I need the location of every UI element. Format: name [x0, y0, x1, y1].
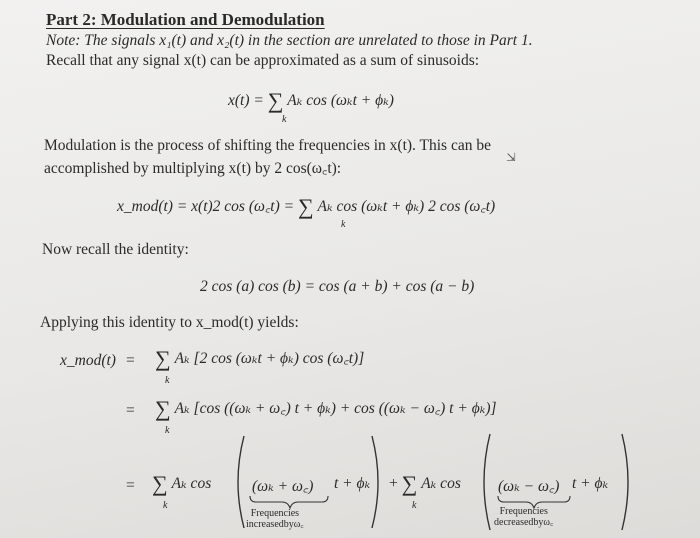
note-text: Note: The signals x₁(t) and x₂(t) in the section are unrelated to those in Part 1. — [46, 32, 533, 49]
eq3-line3-index-b: k — [412, 500, 417, 511]
equation-modulated-signal — [117, 194, 495, 220]
eq3-line-1 — [155, 346, 364, 372]
eq3-line3-a: Aₖ cos — [171, 475, 212, 492]
label-up-line1: Frequencies — [250, 508, 300, 519]
section-title: Part 2: Modulation and Demodulation — [46, 10, 325, 29]
trig-identity: 2 cos (a) cos (b) = cos (a + b) + cos (a − b) — [200, 278, 475, 295]
equation-sum-of-sinusoids — [228, 88, 394, 114]
eq3-line3-sum-b: ∑ — [401, 471, 418, 496]
eq2-sum-index: k — [341, 219, 346, 230]
label-frequencies-decreased — [494, 506, 553, 528]
eq2-lhs: x_mod(t) = x(t)2 cos (ω꜀t) = — [117, 198, 295, 215]
eq3-line3-a-rest: t + ϕₖ — [334, 475, 371, 492]
identity-intro: Now recall the identity: — [42, 241, 189, 258]
eq3-line-2 — [155, 396, 497, 422]
eq3-line3-index-a: k — [163, 500, 168, 511]
eq3-line3-plus: + — [389, 475, 398, 492]
eq3-line3-second-sum — [389, 471, 461, 497]
label-up-line2: increasedbyω꜀ — [246, 519, 304, 530]
eq1-sum-index: k — [282, 114, 287, 125]
eq3-line3-first-sum — [152, 471, 211, 497]
applying-text: Applying this identity to x_mod(t) yields: — [40, 314, 299, 331]
eq3-line2-index: k — [165, 425, 170, 436]
eq3-line3-b: Aₖ cos — [421, 475, 461, 492]
eq1-lhs: x(t) = — [228, 92, 264, 109]
eq3-line1-sum: ∑ — [155, 346, 171, 371]
eq3-line3-b-term: (ωₖ − ω꜀) — [498, 478, 560, 495]
label-frequencies-increased — [246, 508, 304, 530]
eq3-line1-body: Aₖ [2 cos (ωₖt + ϕₖ) cos (ω꜀t)] — [174, 350, 365, 367]
eq3-line2-sum: ∑ — [155, 396, 171, 421]
modulation-line-1: Modulation is the process of shifting the frequencies in x(t). This can be — [44, 137, 491, 154]
eq3-line3-sum-a: ∑ — [152, 471, 168, 496]
cursor-icon: ⇲ — [506, 150, 517, 164]
eq3-line2-body: Aₖ [cos ((ωₖ + ω꜀) t + ϕₖ) + cos ((ωₖ − ω꜀) t + ϕₖ)] — [174, 400, 497, 417]
eq2-rhs: Aₖ cos (ωₖt + ϕₖ) 2 cos (ω꜀t) — [317, 198, 496, 215]
eq3-equals-1: = — [126, 352, 135, 369]
eq3-line1-index: k — [165, 375, 170, 386]
eq3-line3-a-term: (ωₖ + ω꜀) — [252, 478, 314, 495]
label-down-line2: decreasedbyω꜀ — [494, 517, 554, 528]
eq2-sum-symbol: ∑ — [297, 194, 314, 219]
modulation-line-2: accomplished by multiplying x(t) by 2 cos(ω꜀t): — [44, 160, 342, 177]
eq1-sum-symbol: ∑ — [267, 88, 284, 113]
eq1-rhs: Aₖ cos (ωₖt + ϕₖ) — [287, 92, 394, 109]
label-down-line1: Frequencies — [499, 506, 548, 517]
recall-text: Recall that any signal x(t) can be approximated as a sum of sinusoids: — [46, 52, 480, 69]
eq3-equals-3: = — [126, 477, 135, 494]
eq3-line3-b-rest: t + ϕₖ — [572, 475, 609, 492]
eq3-lhs: x_mod(t) — [60, 352, 116, 369]
eq3-equals-2: = — [126, 402, 135, 419]
